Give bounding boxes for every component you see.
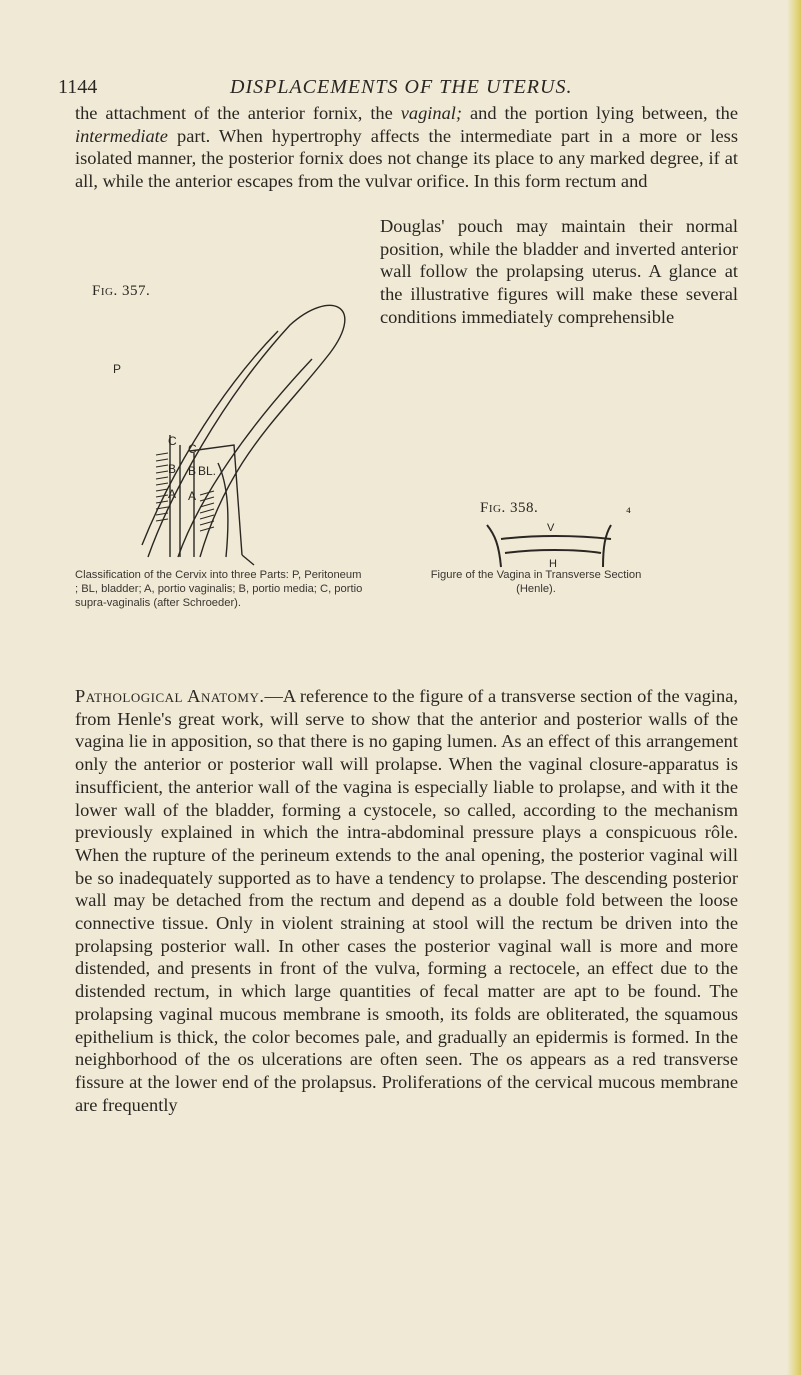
fig-357-letter-b2: B <box>188 464 197 478</box>
fig-357-caption: Classification of the Cervix into three Parts: P, Peritoneum ; BL, bladder; A, portio vaginalis; B, portio media; C, portio supra-vaginalis (after Schroeder). <box>75 569 363 609</box>
paragraph-2: Douglas' pouch may maintain their normal position, while the bladder and inverted anterior wall follow the prolapsing uterus. A glance at the illustrative figures will make these several conditions immediately comprehensible <box>380 216 738 327</box>
section-heading: Pathological Anatomy. <box>75 686 265 706</box>
fig-358-letter-h: H <box>549 558 557 570</box>
fig-357-letter-c1: C <box>168 434 177 448</box>
intermediate-term: intermediate <box>75 125 168 146</box>
paragraph-3-text: —A reference to the figure of a transverse section of the vagina, from Henle's great work, will serve to show that the anterior and posterior walls of the vagina lie in apposition, so that there is no gaping lumen. As an effect of this arrangement only the anterior or posterior wall will prolapse. When the vaginal closure-apparatus is insufficient, the anterior wall of the vagina is especially liable to prolapse, and with it the lower wall of the bladder, forming a cystocele, so called, according to the mechanism previously explained in which the intra-abdominal pressure plays a conspicuous rôle. When the rupture of the perineum extends to the anal opening, the posterior vaginal will be so inadequately supported as to have a tendency to prolapse. The descending posterior wall may be detached from the rectum and depend as a double fold between the loose connective tissue. Only in violent straining at stool will the rectum be driven into the prolapsing posterior wall. In other cases the posterior vaginal wall is more and more distended, and presents in front of the vulva, forming a rectocele, an effect due to the distended rectum, in which large quantities of fecal matter are apt to be found. The prolapsing vaginal mucous membrane is smooth, its folds are obliterated, the squamous epithelium is thick, the color becomes pale, and gradually an epidermis is formed. In the neighborhood of the os ulcerations are often seen. The os appears as a red transverse fissure at the lower end of the prolapsus. Proliferations of the cervical mucous membrane are frequently <box>75 686 738 1115</box>
fig-358-caption-line-2: (Henle). <box>516 583 556 595</box>
paragraph-1 <box>75 102 738 193</box>
fig-357-letter-a1: A <box>168 487 177 501</box>
fig-357-letter-c2: C <box>188 442 197 456</box>
page-number: 1144 <box>58 76 98 98</box>
paragraph-1-text-b: and the portion lying between, the <box>462 103 739 123</box>
fig-357-letter-p: P <box>113 362 122 376</box>
fig-357-letter-bl: BL. <box>198 464 217 478</box>
fig-358-letter-v: V <box>547 522 555 534</box>
paragraph-3 <box>75 685 738 1116</box>
paragraph-1-text-a: the attachment of the anterior fornix, the <box>75 103 401 123</box>
fig-358-caption-line-1: Figure of the Vagina in Transverse Section <box>430 569 642 581</box>
ink-mark: ⁴ <box>626 506 631 521</box>
fig-357-letter-a2: A <box>188 489 197 503</box>
running-title: DISPLACEMENTS OF THE UTERUS. <box>230 76 573 98</box>
fig-357-label: Fig. 357. <box>92 283 151 299</box>
fig-357-illustration <box>113 295 370 570</box>
fig-358-caption <box>386 568 686 596</box>
paragraph-1-text-c: part. When hypertrophy affects the intermediate part in a more or less isolated manner, the posterior fornix does not change its place to any marked degree, if at all, while the anterior escapes from the vulvar orifice. In this form rectum and <box>75 125 738 192</box>
fig-358-illustration <box>475 515 625 575</box>
vaginal-term: vaginal; <box>400 103 463 123</box>
fig-358-label: Fig. 358. <box>480 500 539 516</box>
fig-357-letter-b1: B <box>168 462 177 476</box>
page-edge <box>787 0 801 1375</box>
